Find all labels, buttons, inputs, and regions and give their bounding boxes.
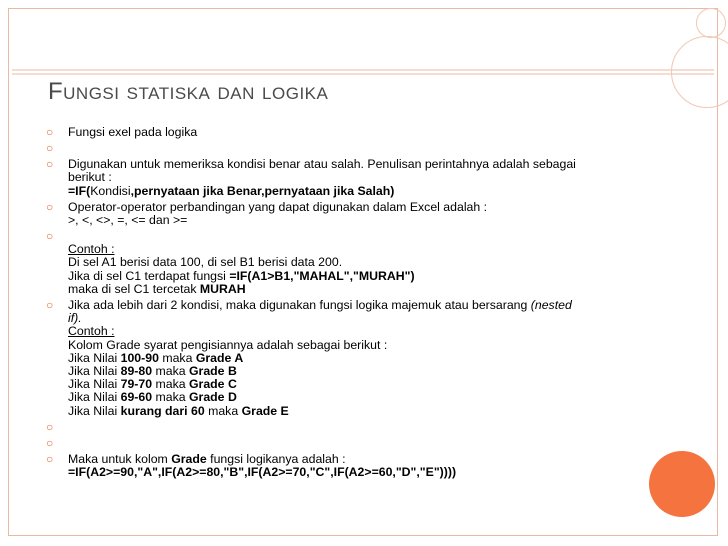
- bullet-icon: ○: [46, 125, 54, 139]
- grade-rule: Jika Nilai 79-70 maka Grade C: [68, 377, 237, 392]
- bullet-text: Digunakan untuk memeriksa kondisi benar atau salah. Penulisan perintahnya adalah sebagai: [68, 157, 576, 172]
- bullet-icon: ○: [46, 435, 54, 450]
- formula-text: =IF(A2>=90,"A",IF(A2>=80,"B",IF(A2>=70,"C",IF(A2>=60,"D","E")))): [68, 465, 457, 480]
- decor-orange-circle: [649, 451, 715, 517]
- bullet-text: Fungsi exel pada logika: [68, 125, 198, 139]
- bullet-icon: ○: [46, 419, 54, 434]
- bullet-text: berikut :: [68, 170, 112, 185]
- bullet-item: [46, 453, 626, 479]
- slide-title: Fungsi statiska dan logika: [48, 78, 329, 105]
- bullet-text: Kolom Grade syarat pengisiannya adalah sebagai berikut :: [68, 337, 388, 352]
- bullet-text: Jika ada lebih dari 2 kondisi, maka digunakan fungsi logika majemuk atau bersarang (nested: [68, 298, 572, 313]
- bullet-icon: ○: [46, 229, 54, 244]
- bullet-text: maka di sel C1 tercetak MURAH: [68, 281, 246, 296]
- bullet-icon: ○: [46, 298, 54, 313]
- bullet-item-empty: [46, 142, 626, 155]
- bullet-text: Di sel A1 berisi data 100, di sel B1 berisi data 200.: [68, 255, 343, 270]
- bullet-text: =IF(Kondisi,pernyataan jika Benar,pernyataan jika Salah): [68, 183, 395, 198]
- bullet-item: [46, 230, 626, 296]
- bullet-icon: ○: [46, 141, 54, 156]
- bullet-item: [46, 126, 626, 139]
- decor-small-circle: [696, 8, 726, 38]
- bullet-item: [46, 201, 626, 227]
- bullet-text: Operator-operator perbandingan yang dapat digunakan dalam Excel adalah :: [68, 199, 488, 214]
- slide-content: [46, 126, 626, 482]
- bullet-text: if).: [68, 311, 82, 326]
- bullet-icon: ○: [46, 157, 54, 172]
- bullet-text: Maka untuk kolom Grade fungsi logikanya adalah :: [68, 451, 346, 466]
- example-heading: Contoh :: [68, 324, 115, 339]
- example-heading: Contoh :: [68, 242, 115, 257]
- bullet-item: [46, 299, 626, 418]
- grade-rule: Jika Nilai kurang dari 60 maka Grade E: [68, 403, 289, 418]
- bullet-text: >, <, <>, =, <= dan >=: [68, 213, 188, 228]
- bullet-icon: ○: [46, 451, 54, 466]
- bullet-item-empty: [46, 437, 626, 450]
- bullet-icon: ○: [46, 199, 54, 214]
- bullet-item-empty: [46, 421, 626, 434]
- grade-rule: Jika Nilai 89-80 maka Grade B: [68, 364, 237, 379]
- bullet-text: Jika di sel C1 terdapat fungsi =IF(A1>B1,"MAHAL","MURAH"): [68, 268, 415, 283]
- top-decor-lines: [12, 12, 714, 82]
- grade-rule: Jika Nilai 100-90 maka Grade A: [68, 350, 244, 365]
- bullet-item: [46, 158, 626, 198]
- grade-rule: Jika Nilai 69-60 maka Grade D: [68, 390, 237, 405]
